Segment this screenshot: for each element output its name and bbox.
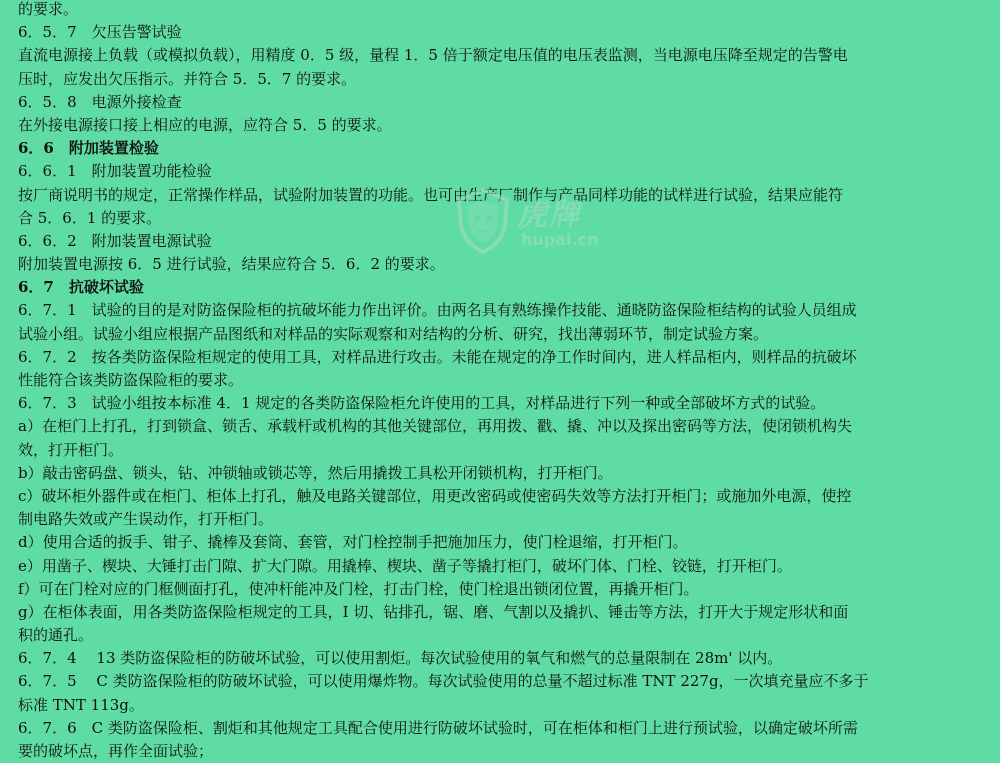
text-line: 积的通孔。 bbox=[18, 626, 94, 645]
text-line: 标准 TNT 113g。 bbox=[18, 695, 144, 714]
text-line: 的要求。 bbox=[18, 0, 79, 18]
text-line: f）可在门栓对应的门框侧面打孔，使冲杆能冲及门栓，打击门栓，使门栓退出锁闭位置，再撬开柜门。 bbox=[18, 579, 699, 598]
text-line: a）在柜门上打孔，打到锁盒、锁舌、承载杆或机构的其他关键部位，再用拨、戳、撬、冲以及探出密码等方法，使闭锁机构失 bbox=[18, 417, 852, 436]
text-line: 性能符合该类防盗保险柜的要求。 bbox=[18, 371, 244, 389]
text-line: g）在柜体表面，用各类防盗保险柜规定的工具，I 切、钻排孔，锯、磨、气割以及撬扒、锤击等方法，打开大于规定形状和面 bbox=[18, 602, 849, 621]
text-line: d）使用合适的扳手、钳子、撬棒及套筒、套管，对门栓控制手把施加压力，使门栓退缩，打开柜门。 bbox=[18, 533, 688, 552]
text-line: b）敲击密码盘、锁头，钻、冲锁轴或锁芯等，然后用撬拨工具松开闭锁机构，打开柜门。 bbox=[18, 463, 613, 482]
text-line: 在外接电源接口接上相应的电源，应符合 5．5 的要求。 bbox=[18, 115, 392, 134]
text-line: 6．7．6 C 类防盗保险柜、割炬和其他规定工具配合使用进行防破坏试验时，可在柜体和柜门上进行预试验，以确定破坏所需 bbox=[18, 718, 858, 737]
text-line: 制电路失效或产生误动作，打开柜门。 bbox=[18, 510, 274, 529]
text-line: 直流电源接上负载（或模拟负载），用精度 0．5 级，量程 1．5 倍于额定电压值的电压表监测，当电源电压降至规定的告警电 bbox=[18, 46, 848, 65]
watermark-brand-en: hupai.cn bbox=[521, 230, 599, 249]
text-line: 效，打开柜门。 bbox=[18, 440, 124, 459]
text-line: c）破坏柜外器件或在柜门、柜体上打孔，触及电路关键部位，用更改密码或使密码失效等方法打开柜门；或施加外电源，使控 bbox=[18, 486, 852, 505]
document-body bbox=[18, 0, 994, 763]
watermark-brand-cn: 虎牌 bbox=[517, 198, 581, 233]
text-line: 6．7．1 试验的目的是对防盗保险柜的抗破坏能力作出评价。由两名具有熟练操作技能、通晓防盗保险柜结构的试验人员组成 bbox=[18, 301, 857, 320]
text-line: 试验小组。试验小组应根据产品图纸和对样品的实际观察和对结构的分析、研究，找出薄弱环节，制定试验方案。 bbox=[18, 324, 769, 343]
text-line: 6．6．2 附加装置电源试验 bbox=[18, 231, 212, 250]
text-line: 合 5．6．1 的要求。 bbox=[18, 208, 162, 227]
text-line: 按厂商说明书的规定，正常操作样品，试验附加装置的功能。也可由生产厂制作与产品同样功能的试样进行试验，结果应能符 bbox=[18, 185, 844, 204]
text-line: e）用凿子、楔块、大锤打击门隙、扩大门隙。用撬棒、楔块、凿子等撬打柜门，破坏门体、门栓、铰链，打开柜门。 bbox=[18, 556, 792, 575]
text-line: 6．5．7 欠压告警试验 bbox=[18, 23, 182, 42]
text-line: 6．5．8 电源外接检查 bbox=[18, 92, 182, 111]
text-line: 6．7．5 C 类防盗保险柜的防破坏试验，可以使用爆炸物。每次试验使用的总量不超过标准 TNT 227g，一次填充量应不多于 bbox=[18, 672, 869, 691]
text-line: 6．7．3 试验小组按本标准 4．1 规定的各类防盗保险柜允许使用的工具，对样品进行下列一种或全部破坏方式的试验。 bbox=[18, 394, 826, 413]
text-line: 要的破坏点，再作全面试验； bbox=[18, 742, 214, 760]
section-heading: 6．7 抗破坏试验 bbox=[18, 278, 144, 297]
section-heading: 6．6 附加装置检验 bbox=[18, 139, 159, 158]
text-line: 6．6．1 附加装置功能检验 bbox=[18, 162, 212, 181]
text-line: 附加装置电源按 6．5 进行试验，结果应符合 5．6．2 的要求。 bbox=[18, 255, 445, 274]
text-line: 6．7．2 按各类防盗保险柜规定的使用工具，对样品进行攻击。未能在规定的净工作时间内，进人样品柜内，则样品的抗破坏 bbox=[18, 347, 857, 366]
text-line: 压时，应发出欠压指示。并符合 5．5．7 的要求。 bbox=[18, 69, 357, 88]
text-line: 6．7．4 13 类防盗保险柜的防破坏试验，可以使用割炬。每次试验使用的氧气和燃气的总量限制在 28m' 以内。 bbox=[18, 649, 783, 668]
